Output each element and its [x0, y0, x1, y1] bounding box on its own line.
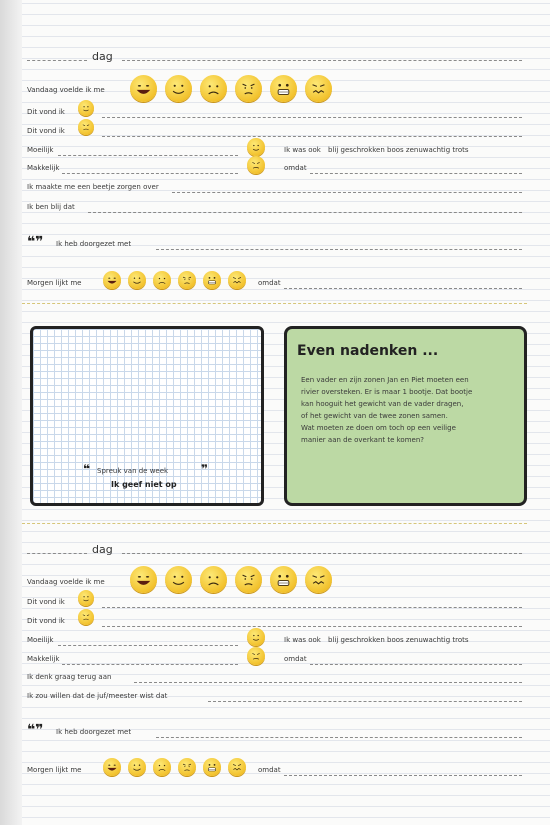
difficult-line[interactable]	[58, 645, 238, 646]
because-line[interactable]	[310, 173, 522, 174]
persevered-line[interactable]	[156, 737, 522, 738]
grid-box[interactable]	[30, 326, 264, 506]
disliked-label: Dit vond ik	[27, 127, 65, 135]
quote-open-icon: ❝	[83, 462, 91, 476]
puzzle-line: manier aan de overkant te komen?	[301, 436, 424, 444]
persevered-label: Ik heb doorgezet met	[56, 240, 132, 248]
liked-line[interactable]	[102, 117, 522, 118]
smiley-sad-icon[interactable]	[153, 271, 171, 289]
tomorrow-label: Morgen lijkt me	[27, 279, 82, 287]
because-line[interactable]	[310, 664, 522, 665]
remember-label: Ik denk graag terug aan	[27, 673, 112, 681]
puzzle-line: of het gewicht van de twee zonen samen.	[301, 412, 448, 420]
puzzle-line: Een vader en zijn zonen Jan en Piet moeten een	[301, 376, 469, 384]
dag-label: dag	[92, 543, 113, 556]
smiley-smallsmile-icon[interactable]	[78, 590, 94, 606]
smiley-laugh-icon[interactable]	[130, 75, 157, 102]
feelings-options[interactable]: blij geschrokken boos zenuwachtig trots	[328, 146, 469, 154]
date-line[interactable]	[122, 553, 522, 554]
easy-line[interactable]	[62, 664, 238, 665]
difficult-label: Moeilijk	[27, 636, 54, 644]
was-also-label: Ik was ook	[284, 636, 321, 644]
motto-label: Spreuk van de week	[97, 467, 169, 475]
smiley-sad-icon[interactable]	[153, 758, 171, 776]
disliked-label: Dit vond ik	[27, 617, 65, 625]
because-label: omdat	[284, 655, 307, 663]
day-name-line[interactable]	[27, 60, 87, 61]
persevered-line[interactable]	[156, 249, 522, 250]
because-label-2: omdat	[258, 766, 281, 774]
smiley-grimace-icon[interactable]	[305, 75, 332, 102]
was-also-label: Ik was ook	[284, 146, 321, 154]
remember-line[interactable]	[134, 682, 522, 683]
smiley-frown-icon[interactable]	[78, 609, 94, 625]
feeling-label: Vandaag voelde ik me	[27, 86, 105, 94]
quote-icon: ❝❞	[27, 234, 44, 250]
puzzle-line: kan hooguit het gewicht van de vader dragen,	[301, 400, 464, 408]
because-label-2: omdat	[258, 279, 281, 287]
smiley-happy-icon[interactable]	[165, 75, 192, 102]
smiley-happy-icon[interactable]	[128, 758, 146, 776]
quote-icon: ❝❞	[27, 722, 44, 738]
because-label: omdat	[284, 164, 307, 172]
smiley-grimace-icon[interactable]	[228, 758, 246, 776]
smiley-frown-icon[interactable]	[78, 119, 94, 135]
puzzle-line: rivier oversteken. Er is maar 1 bootje. Dat bootje	[301, 388, 473, 396]
smiley-frown-icon[interactable]	[247, 156, 265, 174]
binding-shadow	[0, 0, 22, 825]
smiley-grimace-icon[interactable]	[228, 271, 246, 289]
smiley-frown-icon[interactable]	[247, 647, 265, 665]
smiley-worried-icon[interactable]	[235, 566, 262, 593]
feelings-options[interactable]: blij geschrokken boos zenuwachtig trots	[328, 636, 469, 644]
smiley-scared-icon[interactable]	[270, 566, 297, 593]
because-line-2[interactable]	[284, 775, 522, 776]
liked-label: Dit vond ik	[27, 598, 65, 606]
smiley-smallsmile-icon[interactable]	[78, 100, 94, 116]
teacher-label: Ik zou willen dat de juf/meester wist dat	[27, 692, 168, 700]
smiley-sad-icon[interactable]	[200, 75, 227, 102]
because-line-2[interactable]	[284, 288, 522, 289]
motto-text: Ik geef niet op	[111, 480, 177, 489]
smiley-laugh-icon[interactable]	[130, 566, 157, 593]
persevered-label: Ik heb doorgezet met	[56, 728, 132, 736]
difficult-line[interactable]	[58, 155, 238, 156]
tomorrow-label: Morgen lijkt me	[27, 766, 82, 774]
happy-line[interactable]	[88, 212, 522, 213]
smiley-happy-icon[interactable]	[165, 566, 192, 593]
smiley-scared-icon[interactable]	[203, 758, 221, 776]
smiley-smallsmile-icon[interactable]	[247, 628, 265, 646]
day-name-line[interactable]	[27, 553, 87, 554]
disliked-line[interactable]	[102, 136, 522, 137]
puzzle-line: Wat moeten ze doen om toch op een veilige	[301, 424, 456, 432]
puzzle-title: Even nadenken ...	[297, 343, 439, 359]
difficult-label: Moeilijk	[27, 146, 54, 154]
liked-line[interactable]	[102, 607, 522, 608]
smiley-scared-icon[interactable]	[203, 271, 221, 289]
easy-label: Makkelijk	[27, 164, 60, 172]
dag-label: dag	[92, 50, 113, 63]
smiley-laugh-icon[interactable]	[103, 271, 121, 289]
quote-close-icon: ❞	[201, 462, 209, 476]
liked-label: Dit vond ik	[27, 108, 65, 116]
smiley-smallsmile-icon[interactable]	[247, 138, 265, 156]
feeling-label: Vandaag voelde ik me	[27, 578, 105, 586]
section-divider	[22, 523, 527, 524]
smiley-scared-icon[interactable]	[270, 75, 297, 102]
smiley-grimace-icon[interactable]	[305, 566, 332, 593]
smiley-worried-icon[interactable]	[235, 75, 262, 102]
puzzle-box	[284, 326, 527, 506]
worry-line[interactable]	[172, 192, 522, 193]
worry-label: Ik maakte me een beetje zorgen over	[27, 183, 159, 191]
smiley-worried-icon[interactable]	[178, 271, 196, 289]
smiley-sad-icon[interactable]	[200, 566, 227, 593]
section-divider	[22, 303, 527, 304]
happy-label: Ik ben blij dat	[27, 203, 75, 211]
teacher-line[interactable]	[208, 701, 522, 702]
smiley-happy-icon[interactable]	[128, 271, 146, 289]
date-line[interactable]	[122, 60, 522, 61]
disliked-line[interactable]	[102, 626, 522, 627]
easy-line[interactable]	[62, 173, 238, 174]
smiley-laugh-icon[interactable]	[103, 758, 121, 776]
easy-label: Makkelijk	[27, 655, 60, 663]
smiley-worried-icon[interactable]	[178, 758, 196, 776]
